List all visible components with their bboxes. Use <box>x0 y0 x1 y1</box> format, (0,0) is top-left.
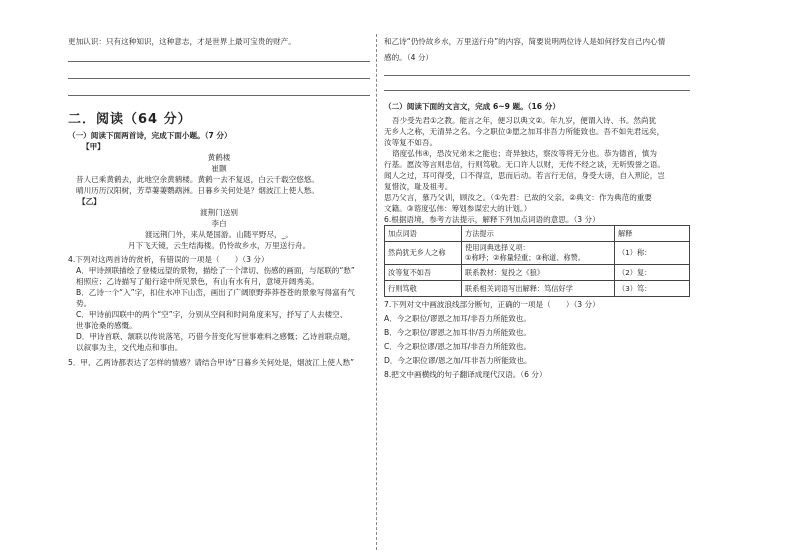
notes-line: 思乃父言，慕乃父训，顾汝之。（①先君：已故的父亲。②典文：作为典范的重要 <box>384 193 652 202</box>
table-header-cell: 解释 <box>615 226 690 242</box>
question-8-stem: 8.把文中画横线的句子翻译成现代汉语。（6 分） <box>384 370 547 379</box>
right-column <box>384 36 690 380</box>
option-b: B．今之职位/谬恩之加耳非/吾力所能致也。 <box>384 328 532 337</box>
table-cell: 汝等复不如吾 <box>385 265 462 281</box>
question-group-title: （一）阅读下面两首诗，完成下面小题。（7 分） <box>68 131 232 140</box>
intro-line: 更加认识：只有这种知识，这种意志，才是世界上最可宝贵的财产。 <box>68 37 296 46</box>
column-divider <box>376 34 377 550</box>
table-header-cell: 方法提示 <box>462 226 615 242</box>
option-b: B．乙诗一个“入”字，扣住水冲下山峦，画出了广阔原野莽莽苍苍的景象写得富有气 <box>76 288 355 297</box>
section-title: 二．阅读（64 分） <box>68 112 192 127</box>
method-hint: 使用词典选择义项： <box>465 243 530 252</box>
passage-line: 汝等复不如吾。 <box>384 138 438 147</box>
poem-line: 月下飞天镜，云生结海楼。仍怜故乡水，万里送行舟。 <box>127 241 311 250</box>
option-d: D．今之职位谬/恩之加/耳非吾力所能致也。 <box>384 356 532 365</box>
poem-line: 晴川历历汉阳树，芳草萋萋鹦鹉洲。日暮乡关何处是？烟波江上使人愁。 <box>76 186 319 195</box>
poem-a-title: 黄鹤楼 <box>207 153 231 162</box>
poem-line: 昔人已乘黄鹤去，此地空余黄鹤楼。黄鹤一去不复返，白云千载空悠悠。 <box>76 175 319 184</box>
question-group-title: （二）阅读下面的文言文，完成 6~9 题。（16 分） <box>384 102 560 111</box>
table-row <box>385 281 690 297</box>
passage-line: 复惜汝，耻及祖考。 <box>384 182 453 191</box>
question-6-stem: 6.根据语境，参考方法提示，解释下列加点词语的意思。（3 分） <box>384 215 600 224</box>
table-cell: 然尚犹无乡人之称 <box>385 242 462 265</box>
poem-a-tag: 【甲】 <box>82 142 105 151</box>
question-7-stem: 7.下列对文中画波浪线部分断句，正确的一项是（ ）（3 分） <box>384 300 600 309</box>
question-5-continued: 和乙诗“仍怜故乡水，万里送行舟”的内容，简要说明两位诗人是如何抒发自己内心情 <box>384 37 666 46</box>
passage-line: 闻人之过，耳可得受，口不得宣，思而后动。若言行无信，身受大谤，自入刑论，岂 <box>384 171 665 180</box>
option-c: C．今之职位谬/恩之加耳/非吾力所能致也。 <box>384 342 532 351</box>
answer-cell[interactable]: （2）复： <box>615 265 690 281</box>
table-cell <box>462 242 615 265</box>
notes-line: 文籍。③谘度弘伟：筹划参谋宏大的计划。） <box>384 204 532 213</box>
table-row <box>385 242 690 265</box>
option-d: D．甲诗首联、颔联以传说落笔，巧借今昔变化写世事难料之感慨；乙诗首联点题， <box>76 332 356 341</box>
table-cell: 联系教材：复投之《狼》 <box>462 265 615 281</box>
question-4-stem: 4.下列对这两首诗的赏析，有错误的一项是（ ）（3 分） <box>68 255 269 264</box>
option-a-cont: 相照应；乙诗描写了船行途中所见景色，有山有水有月，意境开阔秀美。 <box>76 277 319 286</box>
passage-line: 吾少受先君①之教。能言之年，便习以典文②。年九岁，便谓入诗、书。然尚犹 <box>392 116 657 125</box>
question-5-stem: 5．甲、乙两诗都表达了怎样的情感？请结合甲诗“日暮乡关何处是，烟波江上使人愁” <box>68 358 355 367</box>
table-header-row <box>385 226 690 242</box>
option-a: A．甲诗颈联描绘了登楼远望的景物，描绘了一个津切、伤感的画面，与尾联的“愁” <box>76 266 355 275</box>
table-cell: 行则笃敬 <box>385 281 462 297</box>
poem-b-author: 李白 <box>211 219 227 228</box>
question-5-continued: 感的。（4 分） <box>384 53 434 62</box>
option-d-cont: 以叙事为主，交代地点和事由。 <box>76 343 183 352</box>
poem-b-title: 渡荆门送别 <box>200 208 238 217</box>
passage-line: 谘度弘伟④，恐汝兄弟未之能也；奇异独达，察汝等将无分也。恭为德首，慎为 <box>392 149 657 158</box>
option-a: A．今之职位/谬恩之加耳/非吾力所能致也。 <box>384 314 531 323</box>
passage-line: 无乡人之称，无清异之名。今之职位③愿之加耳非吾力所能致也。吾不如先君远矣， <box>384 127 665 136</box>
answer-cell[interactable]: （3）笃： <box>615 281 690 297</box>
table-header-cell: 加点词语 <box>385 226 462 242</box>
method-hint-options: ①称呼；②称量轻重；③称道、称赞。 <box>465 253 585 262</box>
table-cell: 联系相关词语写出解释：笃信好学 <box>462 281 615 297</box>
poem-a-author: 崔颢 <box>211 164 227 173</box>
table-row <box>385 265 690 281</box>
question-6-table <box>384 225 690 297</box>
poem-line: 渡远荆门外，来从楚国游。山随平野尽，_。 <box>144 230 294 239</box>
poem-b-tag: 【乙】 <box>78 197 101 206</box>
left-column <box>68 36 370 368</box>
passage-line: 行基。愿汝等言则忠信，行则笃敬。无口许人以财，无传不经之谈，无听毁誉之语。 <box>384 160 665 169</box>
option-c-cont: 世事沧桑的感慨。 <box>76 321 137 330</box>
option-b-cont: 势。 <box>76 299 92 308</box>
answer-cell[interactable]: （1）称： <box>615 242 690 265</box>
option-c: C．甲诗前四联中的两个“空”字，分别从空间和时间角度来写，抒写了人去楼空、 <box>76 310 348 319</box>
